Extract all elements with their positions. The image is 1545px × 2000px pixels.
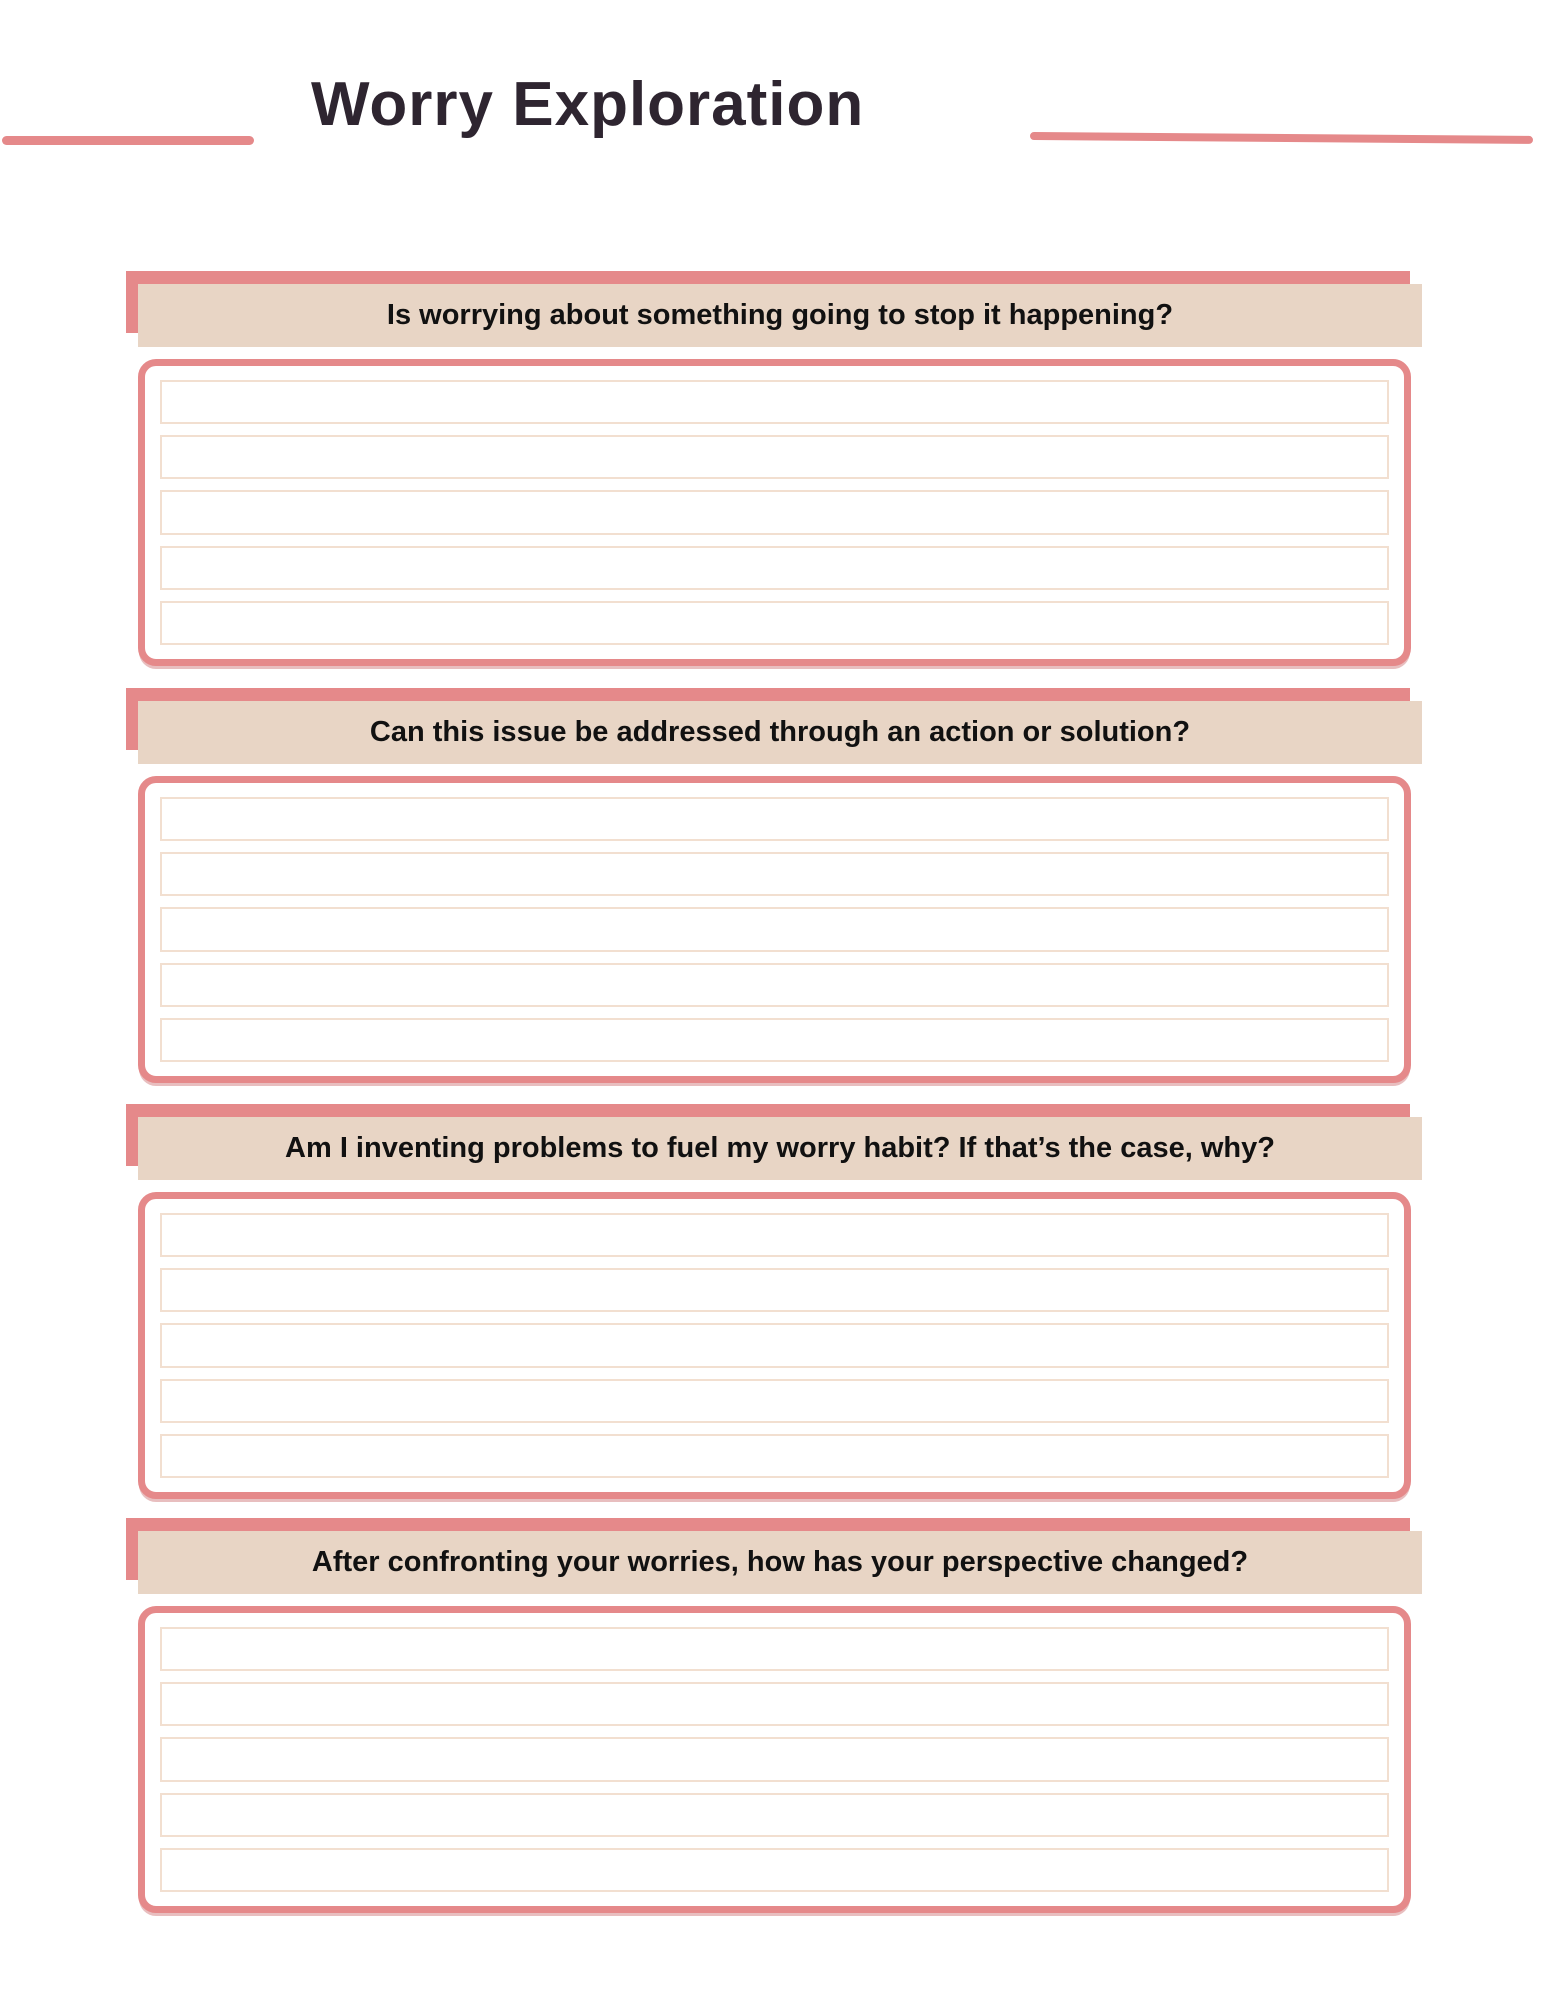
answer-line[interactable] [160, 852, 1389, 896]
answer-box [138, 1606, 1411, 1913]
answer-line[interactable] [160, 546, 1389, 590]
answer-box [138, 359, 1411, 666]
answer-line[interactable] [160, 380, 1389, 424]
answer-line[interactable] [160, 1848, 1389, 1892]
question-section-3 [126, 1104, 1422, 1500]
question-section-2 [126, 688, 1422, 1084]
question-header [138, 1117, 1422, 1180]
title-underline-right [1030, 132, 1533, 144]
question-section-4 [126, 1518, 1422, 1914]
question-label: After confronting your worries, how has your perspective changed? [311, 1546, 1249, 1578]
answer-line[interactable] [160, 1213, 1389, 1257]
answer-line[interactable] [160, 907, 1389, 951]
answer-line[interactable] [160, 490, 1389, 534]
question-label: Is worrying about something going to stop it happening? [386, 299, 1174, 331]
question-header [138, 1531, 1422, 1594]
answer-box [138, 1192, 1411, 1499]
answer-line[interactable] [160, 1018, 1389, 1062]
answer-line[interactable] [160, 1627, 1389, 1671]
title-underline-left [2, 136, 254, 145]
answer-line[interactable] [160, 601, 1389, 645]
answer-line[interactable] [160, 1737, 1389, 1781]
answer-line[interactable] [160, 1682, 1389, 1726]
question-header [138, 701, 1422, 764]
question-label: Am I inventing problems to fuel my worry habit? If that’s the case, why? [285, 1132, 1275, 1164]
answer-line[interactable] [160, 1323, 1389, 1367]
answer-line[interactable] [160, 1793, 1389, 1837]
answer-line[interactable] [160, 1434, 1389, 1478]
answer-line[interactable] [160, 963, 1389, 1007]
question-section-1 [126, 271, 1422, 667]
answer-box [138, 776, 1411, 1083]
answer-line[interactable] [160, 435, 1389, 479]
answer-line[interactable] [160, 797, 1389, 841]
answer-line[interactable] [160, 1379, 1389, 1423]
answer-line[interactable] [160, 1268, 1389, 1312]
page-title: Worry Exploration [311, 70, 865, 139]
question-label: Can this issue be addressed through an action or solution? [369, 716, 1191, 748]
question-header [138, 284, 1422, 347]
